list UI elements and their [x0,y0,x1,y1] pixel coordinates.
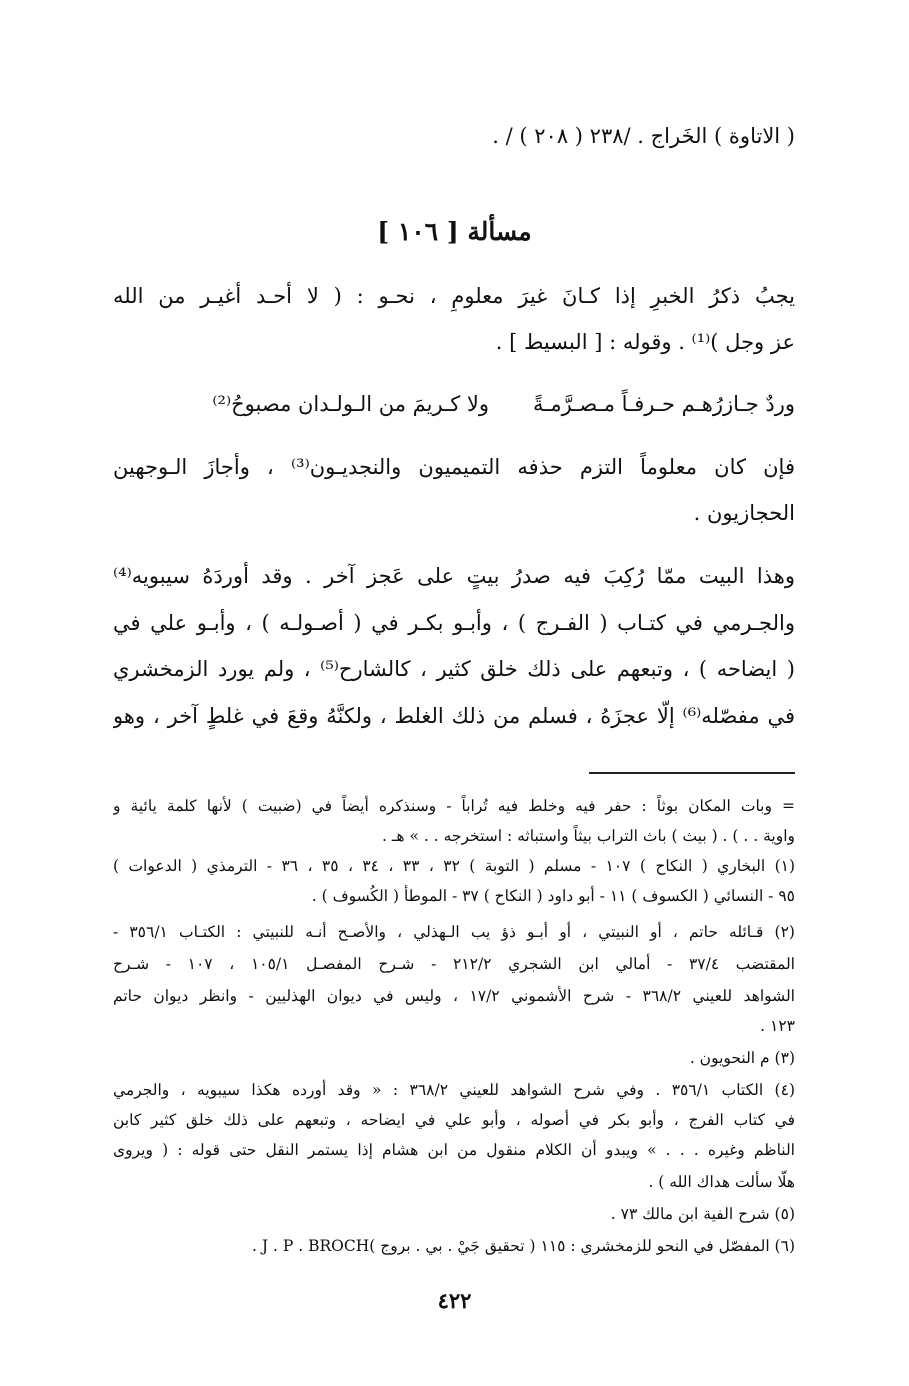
footnote-line: هلّا سألت هداك الله ) . [648,1173,795,1191]
footnote-line: (٦) المفصّل في النحو للزمخشري : ١١٥ ( تحقيق جَيْ . بي . بروج )J . P . BROCH . [252,1237,795,1255]
body-line: عز وجل )⁽¹⁾ . وقوله : [ البسيط ] . [495,330,795,354]
footnote-line: (٢) قـائله حاتم ، أو النبيتي ، أو أبـو ذؤ يب الـهذلي ، والأصـح أنـه للنبيتي : الكتـاب ٣٥٦/١ - [113,923,795,941]
footnote-line: واوية . . ) . ( بيث ) باث التراب بيثاً واستباثه : استخرجه . . » هـ . [382,827,795,845]
verse-second-hemistich: ولا كـريمَ من الـولـدان مصبوحُ⁽²⁾ [212,392,489,416]
body-line: ( ايضاحه ) ، وتبعهم على ذلك خلق كثير ، كالشارح⁽⁵⁾ ، ولم يورد الزمخشري [113,657,795,681]
body-line: والجـرمي في كتـاب ( الفـرج ) ، وأبـو بكـر في ( أصـولـه ) ، وأبـو علي في [113,611,795,635]
footnote-line: ٩٥ - النسائي ( الكسوف ) ١١ - أبو داود ( النكاح ) ٣٧ - الموطأ ( الكُسوف ) . [311,887,795,905]
body-line: يجبُ ذكرُ الخبرِ إذا كـانَ غيرَ معلومٍ ، نحـو : ( لا أحـد أغيـر من الله [113,284,795,308]
running-header: ( الاتاوة ) الخَراج . /٢٣٨ ( ٢٠٨ ) / . [492,124,795,148]
footnote-line: (٣) م النحويون . [689,1049,795,1067]
body-line: الحجازيون . [693,501,795,525]
footnote-line: ١٢٣ . [760,1017,795,1035]
section-title: مسألة [ ١٠٦ ] [377,217,532,246]
footnote-line: (١) البخاري ( النكاح ) ١٠٧ - مسلم ( التوبة ) ٣٢ ، ٣٣ ، ٣٤ ، ٣٥ ، ٣٦ - الترمذي ( الدعوات ) [113,857,795,875]
footnote-divider [589,772,795,774]
footnote-line: المقتضب ٣٧/٤ - أمالي ابن الشجري ٢١٢/٢ - شـرح المفصـل ١٠٥/١ ، ١٠٧ - شـرح [113,955,795,973]
page-number: ٤٢٢ [437,1288,472,1313]
footnote-line: (٤) الكتاب ٣٥٦/١ . وفي شرح الشواهد للعيني ٣٦٨/٢ : « وقد أورده هكذا سيبويه ، والجرمي [113,1081,795,1099]
footnote-line: الشواهد للعيني ٣٦٨/٢ - شرح الأشموني ١٧/٢ ، وليس في ديوان الهذليين - وانظر ديوان حاتم [113,987,795,1005]
body-line: في مفصّله⁽⁶⁾ إلّا عجزَهُ ، فسلم من ذلك الغلط ، ولكنَّهُ وقعَ في غلطٍ آخر ، وهو [113,704,795,728]
footnote-line: الناظم وغيره . . . » ويبدو أن الكلام منقول من ابن هشام إذا يستمر النقل حتى قوله : ( ويروى [113,1141,795,1159]
body-line: فإن كان معلوماً التزم حذفه التميميون والنجديـون⁽³⁾ ، وأجازَ الـوجهين [113,455,795,479]
verse-first-hemistich: وردٌ جـازرُهـم حـرفـاً مـصـرَّمـةً [533,392,795,416]
footnote-line: في كتاب الفرج ، وأبو بكر في أصوله ، وأبو علي في ايضاحه ، وتبعهم على ذلك خلق كثير كابن [113,1111,795,1129]
footnote-line: = وبات المكان بوثاً : حفر فيه وخلط فيه تُراباً - وسنذكره أيضاً في (ضبيت ) لأنها كلمة يائية و [113,797,795,815]
footnote-line: (٥) شرح الفية ابن مالك ٧٣ . [610,1205,795,1223]
body-line: وهذا البيت ممّا رُكِبَ فيه صدرُ بيتٍ على عَجز آخر . وقد أوردَهُ سيبويه⁽⁴⁾ [113,564,795,588]
